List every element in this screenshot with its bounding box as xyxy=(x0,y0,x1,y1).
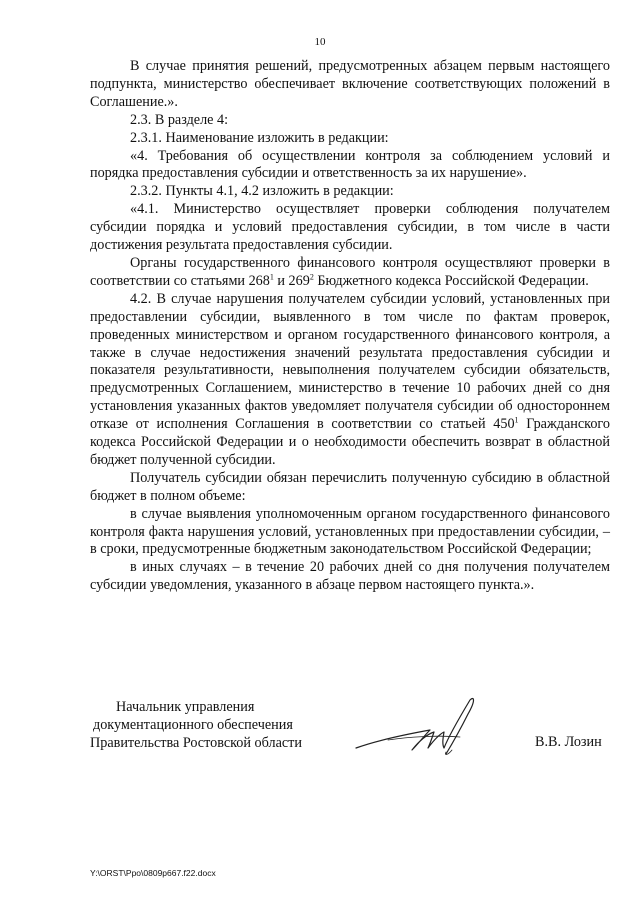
signer-title-line: документационного обеспечения xyxy=(93,717,293,733)
paragraph-text: Органы государственного финансового контроля осуществляют проверки в соответствии со статьями 268 xyxy=(90,254,610,289)
paragraph: Получатель субсидии обязан перечислить полученную субсидию в областной бюджет в полном объеме: xyxy=(90,469,610,504)
signer-title xyxy=(90,698,350,752)
signature-block xyxy=(0,698,640,798)
paragraph: В случае принятия решений, предусмотренных абзацем первым настоящего подпункта, министерство обеспечивает включение соответствующих положений в Соглашение.». xyxy=(90,58,610,110)
page-number: 10 xyxy=(314,36,326,48)
paragraph: в иных случаях – в течение 20 рабочих дней со дня получения получателем субсидии уведомления, указанного в абзаце первом настоящего пункта.». xyxy=(90,559,610,594)
paragraph-financial-control xyxy=(90,255,610,291)
paragraph: 2.3.1. Наименование изложить в редакции: xyxy=(130,129,389,146)
superscript: 2 xyxy=(309,272,314,282)
superscript: 1 xyxy=(269,272,274,282)
superscript: 1 xyxy=(514,415,519,425)
document-body xyxy=(90,58,610,595)
paragraph-text: Бюджетного кодекса Российской Федерации. xyxy=(313,272,589,289)
signer-title-line: Начальник управления xyxy=(116,699,255,715)
handwritten-signature-icon xyxy=(348,690,498,765)
paragraph-text: Гражданского кодекса Российской Федерации и о необходимости обеспечить возврат в областной бюджет полученной субсидии. xyxy=(90,416,610,468)
paragraph: в случае выявления уполномоченным органом государственного финансового контроля факта нарушения условий, установленных при предоставлении субсидии, – в сроки, предусмотренные бюджетным законодательством Российской Федерации; xyxy=(90,505,610,558)
paragraph: «4.1. Министерство осуществляет проверки соблюдения получателем субсидии порядка и условий предоставления субсидии, в том числе в части достижения результата предоставления субсидии. xyxy=(90,201,610,254)
paragraph-text: 4.2. В случае нарушения получателем субсидии условий, установленных при предоставлении субсидии, выявленного в том числе по фактам проверок, проведенных министерством и органом государственного финансового контроля, а также в случае недостижения значений результата предоставления субсидии и показателя результативности, невыполнения получателем субсидии обязательств, предусмотренных Соглашением, министерство в течение 10 рабочих дней со дня установления указанных фактов уведомляет получателя субсидии об одностороннем отказе от исполнения Соглашения в соответствии со статьей 450 xyxy=(90,290,610,433)
signer-name: В.В. Лозин xyxy=(535,734,602,750)
paragraph: 2.3.2. Пункты 4.1, 4.2 изложить в редакции: xyxy=(130,183,394,200)
file-path: Y:\ORST\Ppo\0809p667.f22.docx xyxy=(90,868,216,878)
signer-title-line: Правительства Ростовской области xyxy=(90,735,302,751)
paragraph: «4. Требования об осуществлении контроля за соблюдением условий и порядка предоставления субсидии и ответственность за их нарушение». xyxy=(90,147,610,182)
paragraph-4-2 xyxy=(90,291,610,470)
paragraph: 2.3. В разделе 4: xyxy=(130,111,229,128)
paragraph-text: и 269 xyxy=(273,272,310,289)
